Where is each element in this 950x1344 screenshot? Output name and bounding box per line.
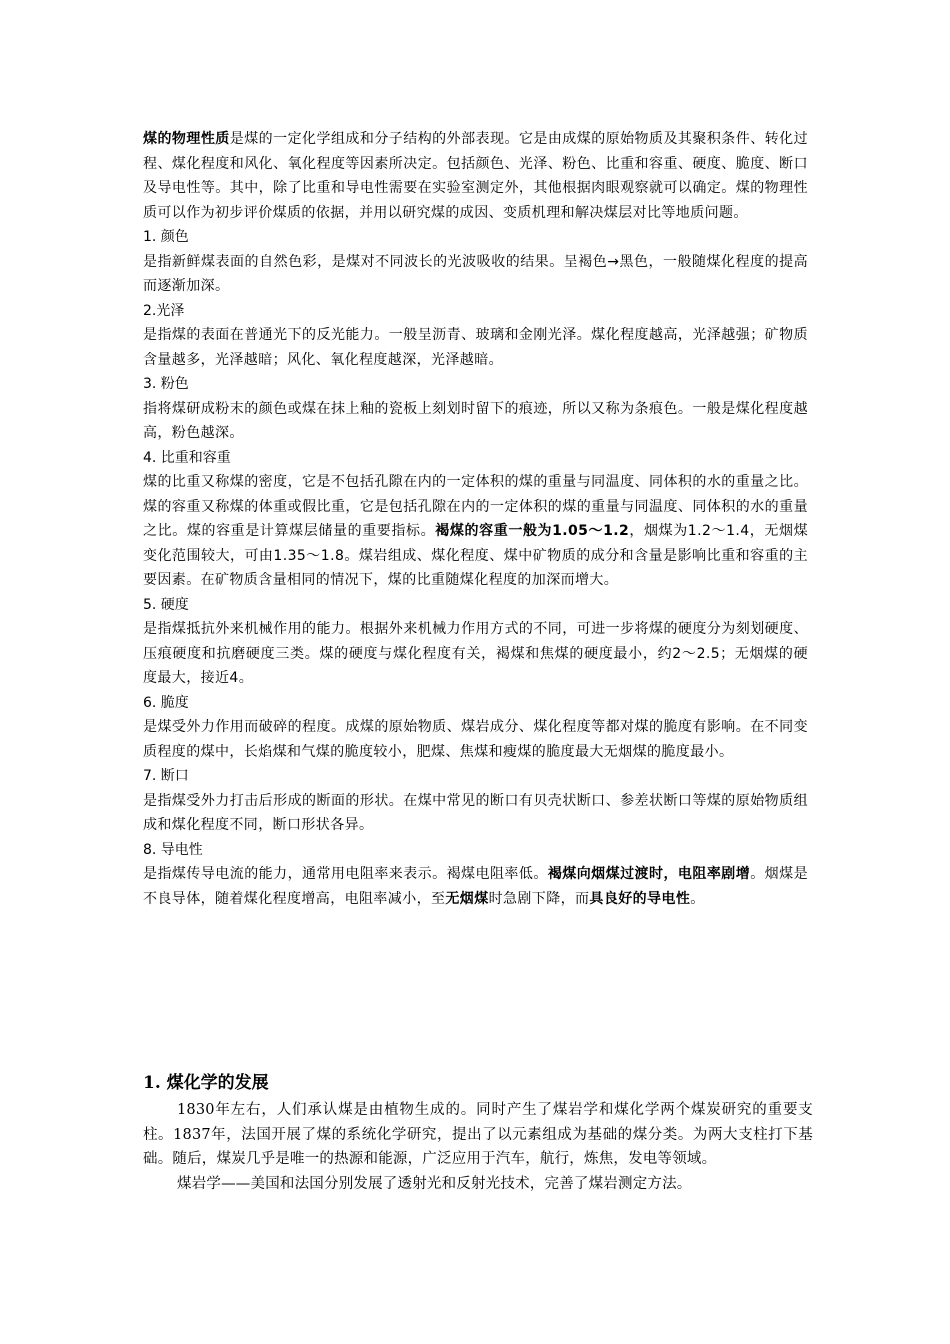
item-heading-hardness: 5. 硬度 bbox=[143, 596, 189, 613]
section-paragraph-1: 1830年左右，人们承认煤是由植物生成的。同时产生了煤岩学和煤化学两个煤炭研究的重要支柱。1837年，法国开展了煤的系统化学研究，提出了以元素组成为基础的煤分类。为两大支柱打下基础。随后，煤炭几乎是唯一的热源和能源，广泛应用于汽车，航行，炼焦，发电等领域。 bbox=[143, 1102, 813, 1168]
coal-physical-properties-section bbox=[143, 127, 808, 911]
section-title: 1. 煤化学的发展 bbox=[143, 1073, 269, 1093]
item-text-density bbox=[143, 470, 808, 593]
cond-text-g: 。 bbox=[690, 890, 705, 907]
section-paragraph-2: 煤岩学——美国和法国分别发展了透射光和反射光技术，完善了煤岩测定方法。 bbox=[177, 1175, 692, 1192]
intro-text: 是煤的一定化学组成和分子结构的外部表现。它是由成煤的原始物质及其聚积条件、转化过程、煤化程度和风化、氧化程度等因素所决定。包括颜色、光泽、粉色、比重和容重、硬度、脆度、断口及导电性等。其中，除了比重和导电性需要在实验室测定外，其他根据肉眼观察就可以确定。煤的物理性质可以作为初步评价煤质的依据，并用以研究煤的成因、变质机理和解决煤层对比等地质问题。 bbox=[143, 131, 808, 221]
item-heading-brittleness: 6. 脆度 bbox=[143, 694, 189, 711]
item-heading-density: 4. 比重和容重 bbox=[143, 449, 231, 466]
item-text-hardness: 是指煤抵抗外来机械作用的能力。根据外来机械力作用方式的不同，可进一步将煤的硬度分为刻划硬度、压痕硬度和抗磨硬度三类。煤的硬度与煤化程度有关，褐煤和焦煤的硬度最小，约2～2.5；无烟煤的硬度最大，接近4。 bbox=[143, 621, 808, 686]
item-text-streak: 指将煤研成粉末的颜色或煤在抹上釉的瓷板上刻划时留下的痕迹，所以又称为条痕色。一般是煤化程度越高，粉色越深。 bbox=[143, 400, 808, 441]
intro-bold-lead: 煤的物理性质 bbox=[143, 131, 230, 147]
item-heading-fracture: 7. 断口 bbox=[143, 768, 189, 784]
item-text-fracture: 是指煤受外力打击后形成的断面的形状。在煤中常见的断口有贝壳状断口、参差状断口等煤的原始物质组成和煤化程度不同，断口形状各异。 bbox=[143, 792, 808, 833]
intro-paragraph bbox=[143, 127, 808, 225]
density-text-a: 煤的比重又称煤的密度，它是不包括孔隙在内的一定体积的煤的重量与同温度、同体积的水的重量之比。煤的容重又称煤的体重或假比重，它是包括孔隙在内的一定体积的煤的重量与同温度、同体积的水的重量之比。煤的容重是计算煤层储量的重要指标。 bbox=[143, 474, 808, 539]
coal-chemistry-development-section bbox=[143, 1070, 813, 1196]
item-heading-streak: 3. 粉色 bbox=[143, 376, 189, 392]
cond-text-c: 。烟煤是不良导体，随着煤化程度增高，电阻率减小，至 bbox=[143, 866, 808, 907]
item-text-conductivity bbox=[143, 862, 808, 911]
density-text-c: ，烟煤为1.2～1.4，无烟煤变化范围较大，可由1.35～1.8。煤岩组成、煤化程度、煤中矿物质的成分和含量是影响比重和容重的主要因素。在矿物质含量相同的情况下，煤的比重随煤化程度的加深而增大。 bbox=[143, 523, 809, 588]
density-bold-b: 褐煤的容重一般为1.05～1.2 bbox=[435, 523, 630, 539]
item-text-luster: 是指煤的表面在普通光下的反光能力。一般呈沥青、玻璃和金刚光泽。煤化程度越高，光泽越强；矿物质含量越多，光泽越暗；风化、氧化程度越深，光泽越暗。 bbox=[143, 327, 808, 368]
item-heading-color: 1. 颜色 bbox=[143, 229, 189, 245]
item-heading-luster: 2.光泽 bbox=[143, 302, 185, 319]
item-heading-conductivity: 8. 导电性 bbox=[143, 841, 203, 858]
cond-text-a: 是指煤传导电流的能力，通常用电阻率来表示。褐煤电阻率低。 bbox=[143, 866, 548, 882]
cond-bold-f: 具良好的导电性 bbox=[589, 890, 691, 907]
cond-text-e: 时急剧下降，而 bbox=[488, 890, 590, 907]
cond-bold-b: 褐煤向烟煤过渡时，电阻率剧增 bbox=[547, 866, 751, 882]
item-text-brittleness: 是煤受外力作用而破碎的程度。成煤的原始物质、煤岩成分、煤化程度等都对煤的脆度有影响。在不同变质程度的煤中，长焰煤和气煤的脆度较小，肥煤、焦煤和瘦煤的脆度最大无烟煤的脆度最小。 bbox=[143, 719, 808, 760]
item-text-color: 是指新鲜煤表面的自然色彩，是煤对不同波长的光波吸收的结果。呈褐色→黑色，一般随煤化程度的提高而逐渐加深。 bbox=[143, 253, 808, 294]
cond-bold-d: 无烟煤 bbox=[445, 890, 489, 907]
